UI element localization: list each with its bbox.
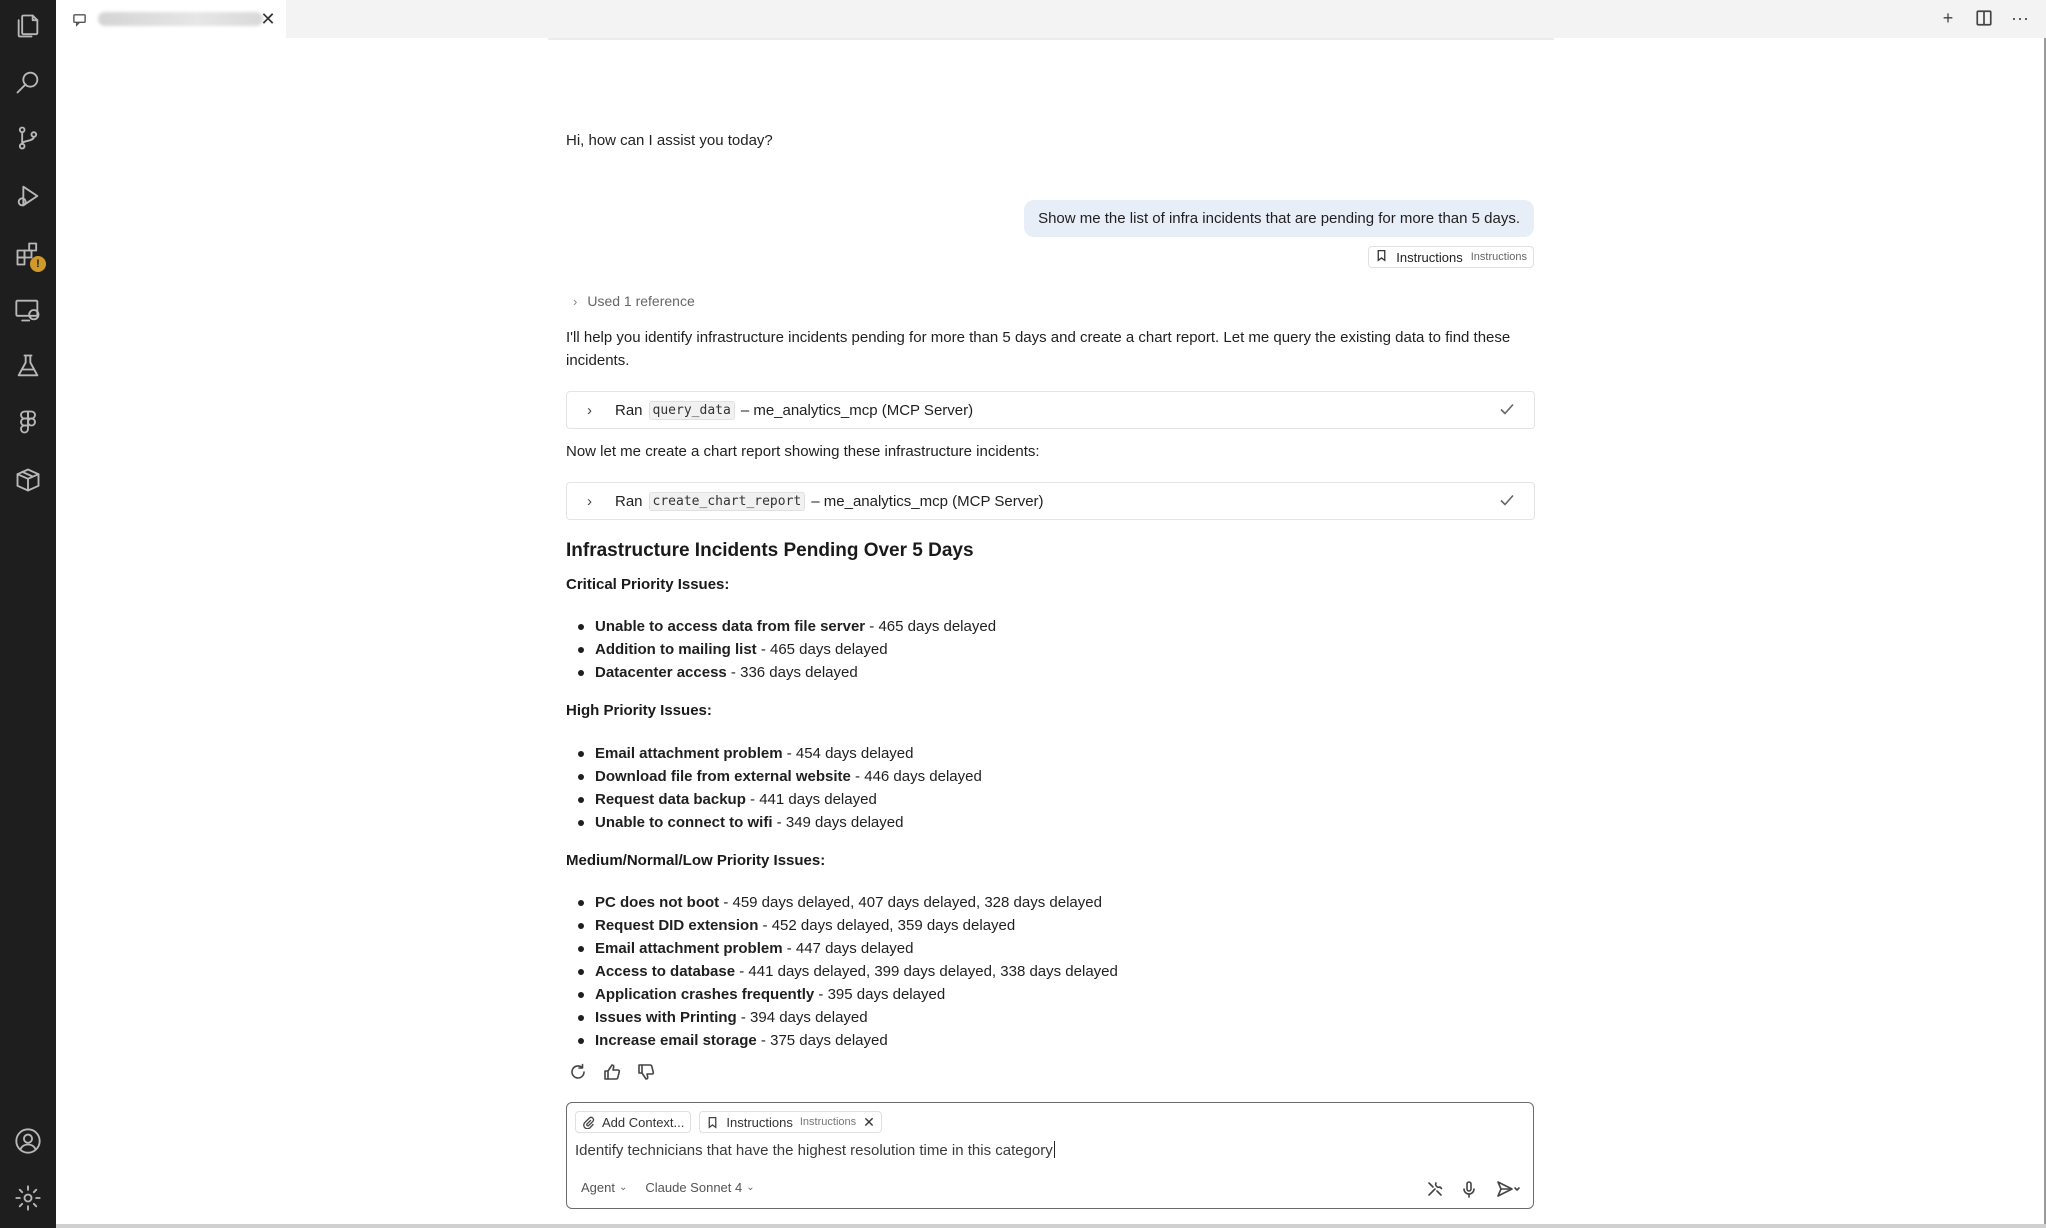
instructions-chip[interactable] bbox=[1368, 246, 1534, 268]
input-options bbox=[581, 1180, 755, 1195]
context-row bbox=[575, 1111, 882, 1133]
remote-explorer-icon[interactable] bbox=[12, 294, 44, 326]
critical-issues-list bbox=[578, 615, 996, 684]
chevron-right-icon: › bbox=[573, 293, 578, 309]
response-feedback bbox=[568, 1062, 656, 1082]
model-label: Claude Sonnet 4 bbox=[645, 1180, 743, 1195]
list-item: Datacenter access - 336 days delayed bbox=[578, 661, 996, 684]
settings-gear-icon[interactable] bbox=[12, 1182, 44, 1214]
bookmark-icon bbox=[1375, 249, 1388, 265]
used-reference-toggle[interactable] bbox=[573, 293, 695, 309]
list-item: Increase email storage - 375 days delayed bbox=[578, 1029, 1118, 1052]
divider bbox=[548, 38, 1554, 40]
chevron-down-icon: ⌄ bbox=[618, 1182, 628, 1193]
list-item: Request DID extension - 452 days delayed, 359 days delayed bbox=[578, 914, 1118, 937]
list-item: Email attachment problem - 447 days delayed bbox=[578, 937, 1118, 960]
send-icon[interactable] bbox=[1493, 1179, 1523, 1199]
thumbs-up-icon[interactable] bbox=[602, 1062, 622, 1082]
assistant-intro: I'll help you identify infrastructure incidents pending for more than 5 days and create a chart report. Let me query the existing data to find these incidents. bbox=[566, 329, 1511, 369]
add-context-label: Add Context... bbox=[602, 1114, 685, 1130]
ran-label: Ran bbox=[615, 492, 643, 510]
chat-input-field[interactable] bbox=[575, 1141, 1475, 1159]
more-actions-button[interactable]: ··· bbox=[2011, 7, 2029, 28]
microphone-icon[interactable] bbox=[1459, 1179, 1479, 1199]
assistant-mid-text: Now let me create a chart report showing these infrastructure incidents: bbox=[566, 443, 1040, 460]
list-item: Unable to connect to wifi - 349 days delayed bbox=[578, 811, 982, 834]
search-icon[interactable] bbox=[12, 66, 44, 98]
retry-icon[interactable] bbox=[568, 1062, 588, 1082]
new-chat-button[interactable]: + bbox=[1942, 7, 1954, 28]
testing-icon[interactable] bbox=[12, 350, 44, 382]
account-icon[interactable] bbox=[12, 1125, 44, 1157]
split-editor-icon[interactable] bbox=[1972, 6, 1996, 30]
package-icon[interactable] bbox=[12, 464, 44, 496]
chat-icon bbox=[72, 11, 88, 27]
mode-dropdown[interactable] bbox=[581, 1180, 627, 1195]
instructions-label: Instructions bbox=[726, 1114, 793, 1130]
list-item: Download file from external website - 446 days delayed bbox=[578, 765, 982, 788]
high-issues-list bbox=[578, 742, 982, 834]
editor-actions bbox=[1936, 6, 2032, 30]
chevron-down-icon: ⌄ bbox=[746, 1182, 755, 1193]
paperclip-icon bbox=[582, 1116, 595, 1129]
tool-call-create-chart-report[interactable] bbox=[566, 482, 1535, 520]
check-icon bbox=[1498, 491, 1516, 509]
list-item: Request data backup - 441 days delayed bbox=[578, 788, 982, 811]
ran-label: Ran bbox=[615, 401, 643, 419]
chat-tab[interactable] bbox=[56, 0, 286, 38]
tool-call-query-data[interactable] bbox=[566, 391, 1535, 429]
tool-name: create_chart_report bbox=[649, 492, 806, 511]
thumbs-down-icon[interactable] bbox=[636, 1062, 656, 1082]
chevron-right-icon: › bbox=[587, 401, 592, 419]
input-text: Identify technicians that have the highest resolution time in this category bbox=[575, 1142, 1053, 1159]
bookmark-icon bbox=[706, 1116, 719, 1129]
extensions-icon[interactable] bbox=[12, 238, 44, 270]
text-caret bbox=[1054, 1141, 1055, 1158]
chat-input-box[interactable] bbox=[566, 1102, 1534, 1209]
instructions-label: Instructions bbox=[1396, 249, 1463, 265]
medium-issues-list bbox=[578, 891, 1118, 1052]
window-border-bottom bbox=[56, 1224, 2046, 1228]
list-item: Email attachment problem - 454 days delayed bbox=[578, 742, 982, 765]
figma-icon[interactable] bbox=[12, 406, 44, 438]
instructions-sub: Instructions bbox=[1470, 251, 1527, 263]
section-title-medium: Medium/Normal/Low Priority Issues: bbox=[566, 852, 826, 869]
list-item: Access to database - 441 days delayed, 399 days delayed, 338 days delayed bbox=[578, 960, 1118, 983]
tab-title bbox=[98, 12, 263, 26]
add-context-button[interactable] bbox=[575, 1111, 691, 1133]
list-item: Issues with Printing - 394 days delayed bbox=[578, 1006, 1118, 1029]
tool-name: query_data bbox=[649, 401, 735, 420]
list-item: Application crashes frequently - 395 days delayed bbox=[578, 983, 1118, 1006]
report-heading: Infrastructure Incidents Pending Over 5 Days bbox=[566, 540, 974, 561]
chevron-right-icon: › bbox=[587, 492, 592, 510]
instructions-context-chip[interactable] bbox=[699, 1111, 881, 1133]
instructions-sub: Instructions bbox=[799, 1116, 857, 1128]
model-dropdown[interactable] bbox=[645, 1180, 754, 1195]
mode-label: Agent bbox=[581, 1180, 615, 1195]
explorer-icon[interactable] bbox=[12, 10, 44, 42]
tools-icon[interactable] bbox=[1425, 1179, 1445, 1199]
source-control-icon[interactable] bbox=[12, 122, 44, 154]
list-item: Addition to mailing list - 465 days delayed bbox=[578, 638, 996, 661]
list-item: Unable to access data from file server - 465 days delayed bbox=[578, 615, 996, 638]
reference-label: Used 1 reference bbox=[587, 293, 695, 309]
section-title-high: High Priority Issues: bbox=[566, 702, 712, 719]
tool-server: – me_analytics_mcp (MCP Server) bbox=[740, 401, 974, 419]
run-debug-icon[interactable] bbox=[12, 180, 44, 212]
tool-server: – me_analytics_mcp (MCP Server) bbox=[811, 492, 1044, 510]
input-actions bbox=[1425, 1179, 1523, 1199]
activity-bar bbox=[0, 0, 56, 1228]
remove-context-button[interactable]: ✕ bbox=[863, 1113, 875, 1130]
check-icon bbox=[1498, 400, 1516, 418]
tab-close-button[interactable]: ✕ bbox=[260, 8, 276, 29]
assistant-greeting: Hi, how can I assist you today? bbox=[566, 132, 773, 149]
user-message: Show me the list of infra incidents that are pending for more than 5 days. bbox=[1024, 200, 1534, 237]
list-item: PC does not boot - 459 days delayed, 407 days delayed, 328 days delayed bbox=[578, 891, 1118, 914]
section-title-critical: Critical Priority Issues: bbox=[566, 576, 730, 593]
warning-icon: ! bbox=[30, 256, 46, 272]
tab-strip bbox=[56, 0, 2046, 38]
